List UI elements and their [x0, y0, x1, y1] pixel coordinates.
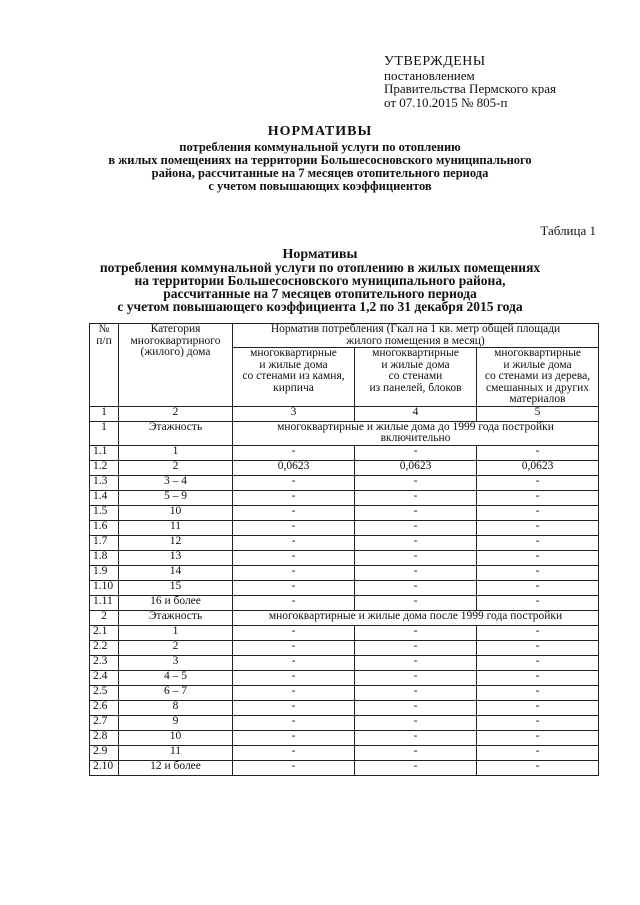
row-value-panel: -	[355, 475, 477, 490]
table-row	[90, 580, 599, 595]
row-value-wood: -	[477, 520, 599, 535]
table-title-line: рассчитанные на 7 месяцев отопительного периода	[163, 286, 477, 301]
row-category: 10	[119, 730, 233, 745]
row-num: 2.3	[90, 655, 119, 670]
row-category: 11	[119, 520, 233, 535]
section-row: 1 Этажность многоквартирные и жилые дома до 1999 года постройки включительно	[90, 421, 599, 445]
row-category: 8	[119, 700, 233, 715]
row-value-wood: -	[477, 730, 599, 745]
row-value-panel: -	[355, 745, 477, 760]
row-category: 10	[119, 505, 233, 520]
table-row	[90, 505, 599, 520]
row-value-panel: 0,0623	[355, 460, 477, 475]
row-num: 1.10	[90, 580, 119, 595]
subheader-stone: многоквартирные и жилые дома со стенами из камня, кирпича	[233, 348, 355, 407]
row-value-panel: -	[355, 730, 477, 745]
table-row	[90, 565, 599, 580]
row-value-panel: -	[355, 700, 477, 715]
row-value-stone: -	[233, 745, 355, 760]
row-value-panel: -	[355, 490, 477, 505]
row-category: 12 и более	[119, 760, 233, 775]
row-value-stone: -	[233, 760, 355, 775]
table-title-line: потребления коммунальной услуги по отоплению в жилых помещениях	[99, 260, 541, 275]
row-value-wood: -	[477, 700, 599, 715]
row-num: 1.3	[90, 475, 119, 490]
row-value-stone: -	[233, 550, 355, 565]
row-value-stone: -	[233, 730, 355, 745]
row-num: 2.8	[90, 730, 119, 745]
row-value-panel: -	[355, 715, 477, 730]
row-value-panel: -	[355, 520, 477, 535]
table-row	[90, 535, 599, 550]
row-value-stone: -	[233, 505, 355, 520]
row-value-wood: -	[477, 625, 599, 640]
row-value-stone: -	[233, 445, 355, 460]
row-category: 9	[119, 715, 233, 730]
header-norm: Норматив потребления (Гкал на 1 кв. метр общей площади жилого помещения в месяц)	[233, 324, 599, 348]
row-num: 1.2	[90, 460, 119, 475]
row-value-wood: -	[477, 535, 599, 550]
table-row	[90, 625, 599, 640]
approval-line: от 07.10.2015 № 805-п	[384, 94, 508, 110]
row-num: 1.7	[90, 535, 119, 550]
row-num: 1.11	[90, 595, 119, 610]
row-value-panel: -	[355, 760, 477, 775]
row-value-wood: -	[477, 475, 599, 490]
row-value-panel: -	[355, 535, 477, 550]
row-value-stone: -	[233, 715, 355, 730]
row-value-stone: -	[233, 475, 355, 490]
table-row	[90, 715, 599, 730]
row-category: 6 – 7	[119, 685, 233, 700]
table-title-line: Нормативы	[282, 247, 358, 262]
row-value-wood: -	[477, 565, 599, 580]
row-value-panel: -	[355, 685, 477, 700]
row-value-wood: -	[477, 550, 599, 565]
row-category: 14	[119, 565, 233, 580]
row-value-stone: -	[233, 655, 355, 670]
row-category: 1	[119, 625, 233, 640]
table-row	[90, 730, 599, 745]
approval-heading: УТВЕРЖДЕНЫ	[384, 54, 486, 69]
table-row	[90, 475, 599, 490]
row-value-panel: -	[355, 655, 477, 670]
table-row	[90, 745, 599, 760]
row-value-stone: 0,0623	[233, 460, 355, 475]
table-title-line: с учетом повышающего коэффициента 1,2 по 31 декабря 2015 года	[117, 299, 523, 314]
table-title-line: на территории Большесосновского муниципального района,	[134, 273, 506, 288]
row-category: 16 и более	[119, 595, 233, 610]
row-num: 2.10	[90, 760, 119, 775]
row-category: 3	[119, 655, 233, 670]
row-value-panel: -	[355, 565, 477, 580]
table-row	[90, 550, 599, 565]
row-category: 12	[119, 535, 233, 550]
table-row	[90, 670, 599, 685]
row-category: 3 – 4	[119, 475, 233, 490]
document-title: НОРМАТИВЫ	[267, 124, 373, 139]
row-category: 13	[119, 550, 233, 565]
row-value-wood: -	[477, 640, 599, 655]
row-value-wood: -	[477, 670, 599, 685]
table-row	[90, 685, 599, 700]
row-value-stone: -	[233, 535, 355, 550]
table-row	[90, 520, 599, 535]
row-value-wood: -	[477, 445, 599, 460]
table-row	[90, 490, 599, 505]
row-num: 1.1	[90, 445, 119, 460]
row-value-wood: -	[477, 490, 599, 505]
row-category: 11	[119, 745, 233, 760]
row-value-panel: -	[355, 550, 477, 565]
row-category: 2	[119, 640, 233, 655]
row-value-stone: -	[233, 565, 355, 580]
approval-block	[384, 55, 556, 109]
row-value-stone: -	[233, 490, 355, 505]
table-number: Таблица 1	[540, 223, 596, 238]
row-category: 2	[119, 460, 233, 475]
row-num: 2.4	[90, 670, 119, 685]
row-value-stone: -	[233, 700, 355, 715]
row-value-wood: 0,0623	[477, 460, 599, 475]
approval-line: постановлением	[384, 67, 475, 83]
table-title	[60, 248, 580, 313]
subheader-wood: многоквартирные и жилые дома со стенами из дерева, смешанных и других материалов	[477, 348, 599, 407]
row-num: 1.6	[90, 520, 119, 535]
row-value-stone: -	[233, 520, 355, 535]
row-value-stone: -	[233, 580, 355, 595]
row-value-wood: -	[477, 745, 599, 760]
table-row	[90, 655, 599, 670]
subheader-panel: многоквартирные и жилые дома со стенами из панелей, блоков	[355, 348, 477, 407]
row-category: 15	[119, 580, 233, 595]
table-row	[90, 700, 599, 715]
row-value-panel: -	[355, 580, 477, 595]
row-num: 1.4	[90, 490, 119, 505]
row-value-panel: -	[355, 670, 477, 685]
row-category: 4 – 5	[119, 670, 233, 685]
row-value-wood: -	[477, 580, 599, 595]
row-category: 5 – 9	[119, 490, 233, 505]
row-value-stone: -	[233, 670, 355, 685]
row-value-wood: -	[477, 505, 599, 520]
row-num: 1.8	[90, 550, 119, 565]
table-row	[90, 595, 599, 610]
row-num: 2.1	[90, 625, 119, 640]
row-value-stone: -	[233, 685, 355, 700]
norms-table	[89, 323, 599, 776]
row-num: 2.2	[90, 640, 119, 655]
row-value-stone: -	[233, 625, 355, 640]
row-value-panel: -	[355, 505, 477, 520]
section-row: 2 Этажность многоквартирные и жилые дома после 1999 года постройки	[90, 610, 599, 625]
row-value-wood: -	[477, 760, 599, 775]
subtitle-line: с учетом повышающих коэффициентов	[208, 179, 432, 193]
table-row	[90, 640, 599, 655]
row-value-wood: -	[477, 685, 599, 700]
document-subtitle	[60, 141, 580, 193]
row-value-wood: -	[477, 655, 599, 670]
row-num: 2.9	[90, 745, 119, 760]
table-row	[90, 445, 599, 460]
approval-line: Правительства Пермского края	[384, 81, 556, 96]
index-row: 1 2 3 4 5	[90, 406, 599, 421]
row-num: 2.5	[90, 685, 119, 700]
row-value-panel: -	[355, 625, 477, 640]
row-value-panel: -	[355, 640, 477, 655]
row-num: 1.5	[90, 505, 119, 520]
row-num: 1.9	[90, 565, 119, 580]
table-row	[90, 460, 599, 475]
row-value-wood: -	[477, 595, 599, 610]
row-value-wood: -	[477, 715, 599, 730]
subtitle-line: в жилых помещениях на территории Большесосновского муниципального	[108, 153, 532, 167]
row-num: 2.7	[90, 715, 119, 730]
row-num: 2.6	[90, 700, 119, 715]
table-row	[90, 760, 599, 775]
subtitle-line: потребления коммунальной услуги по отоплению	[179, 140, 461, 154]
row-value-panel: -	[355, 445, 477, 460]
row-value-stone: -	[233, 595, 355, 610]
header-category: Категория многоквартирного (жилого) дома	[119, 324, 233, 407]
row-value-panel: -	[355, 595, 477, 610]
subtitle-line: района, рассчитанные на 7 месяцев отопительного периода	[151, 166, 489, 180]
row-value-stone: -	[233, 640, 355, 655]
row-category: 1	[119, 445, 233, 460]
header-num: № п/п	[90, 324, 119, 407]
